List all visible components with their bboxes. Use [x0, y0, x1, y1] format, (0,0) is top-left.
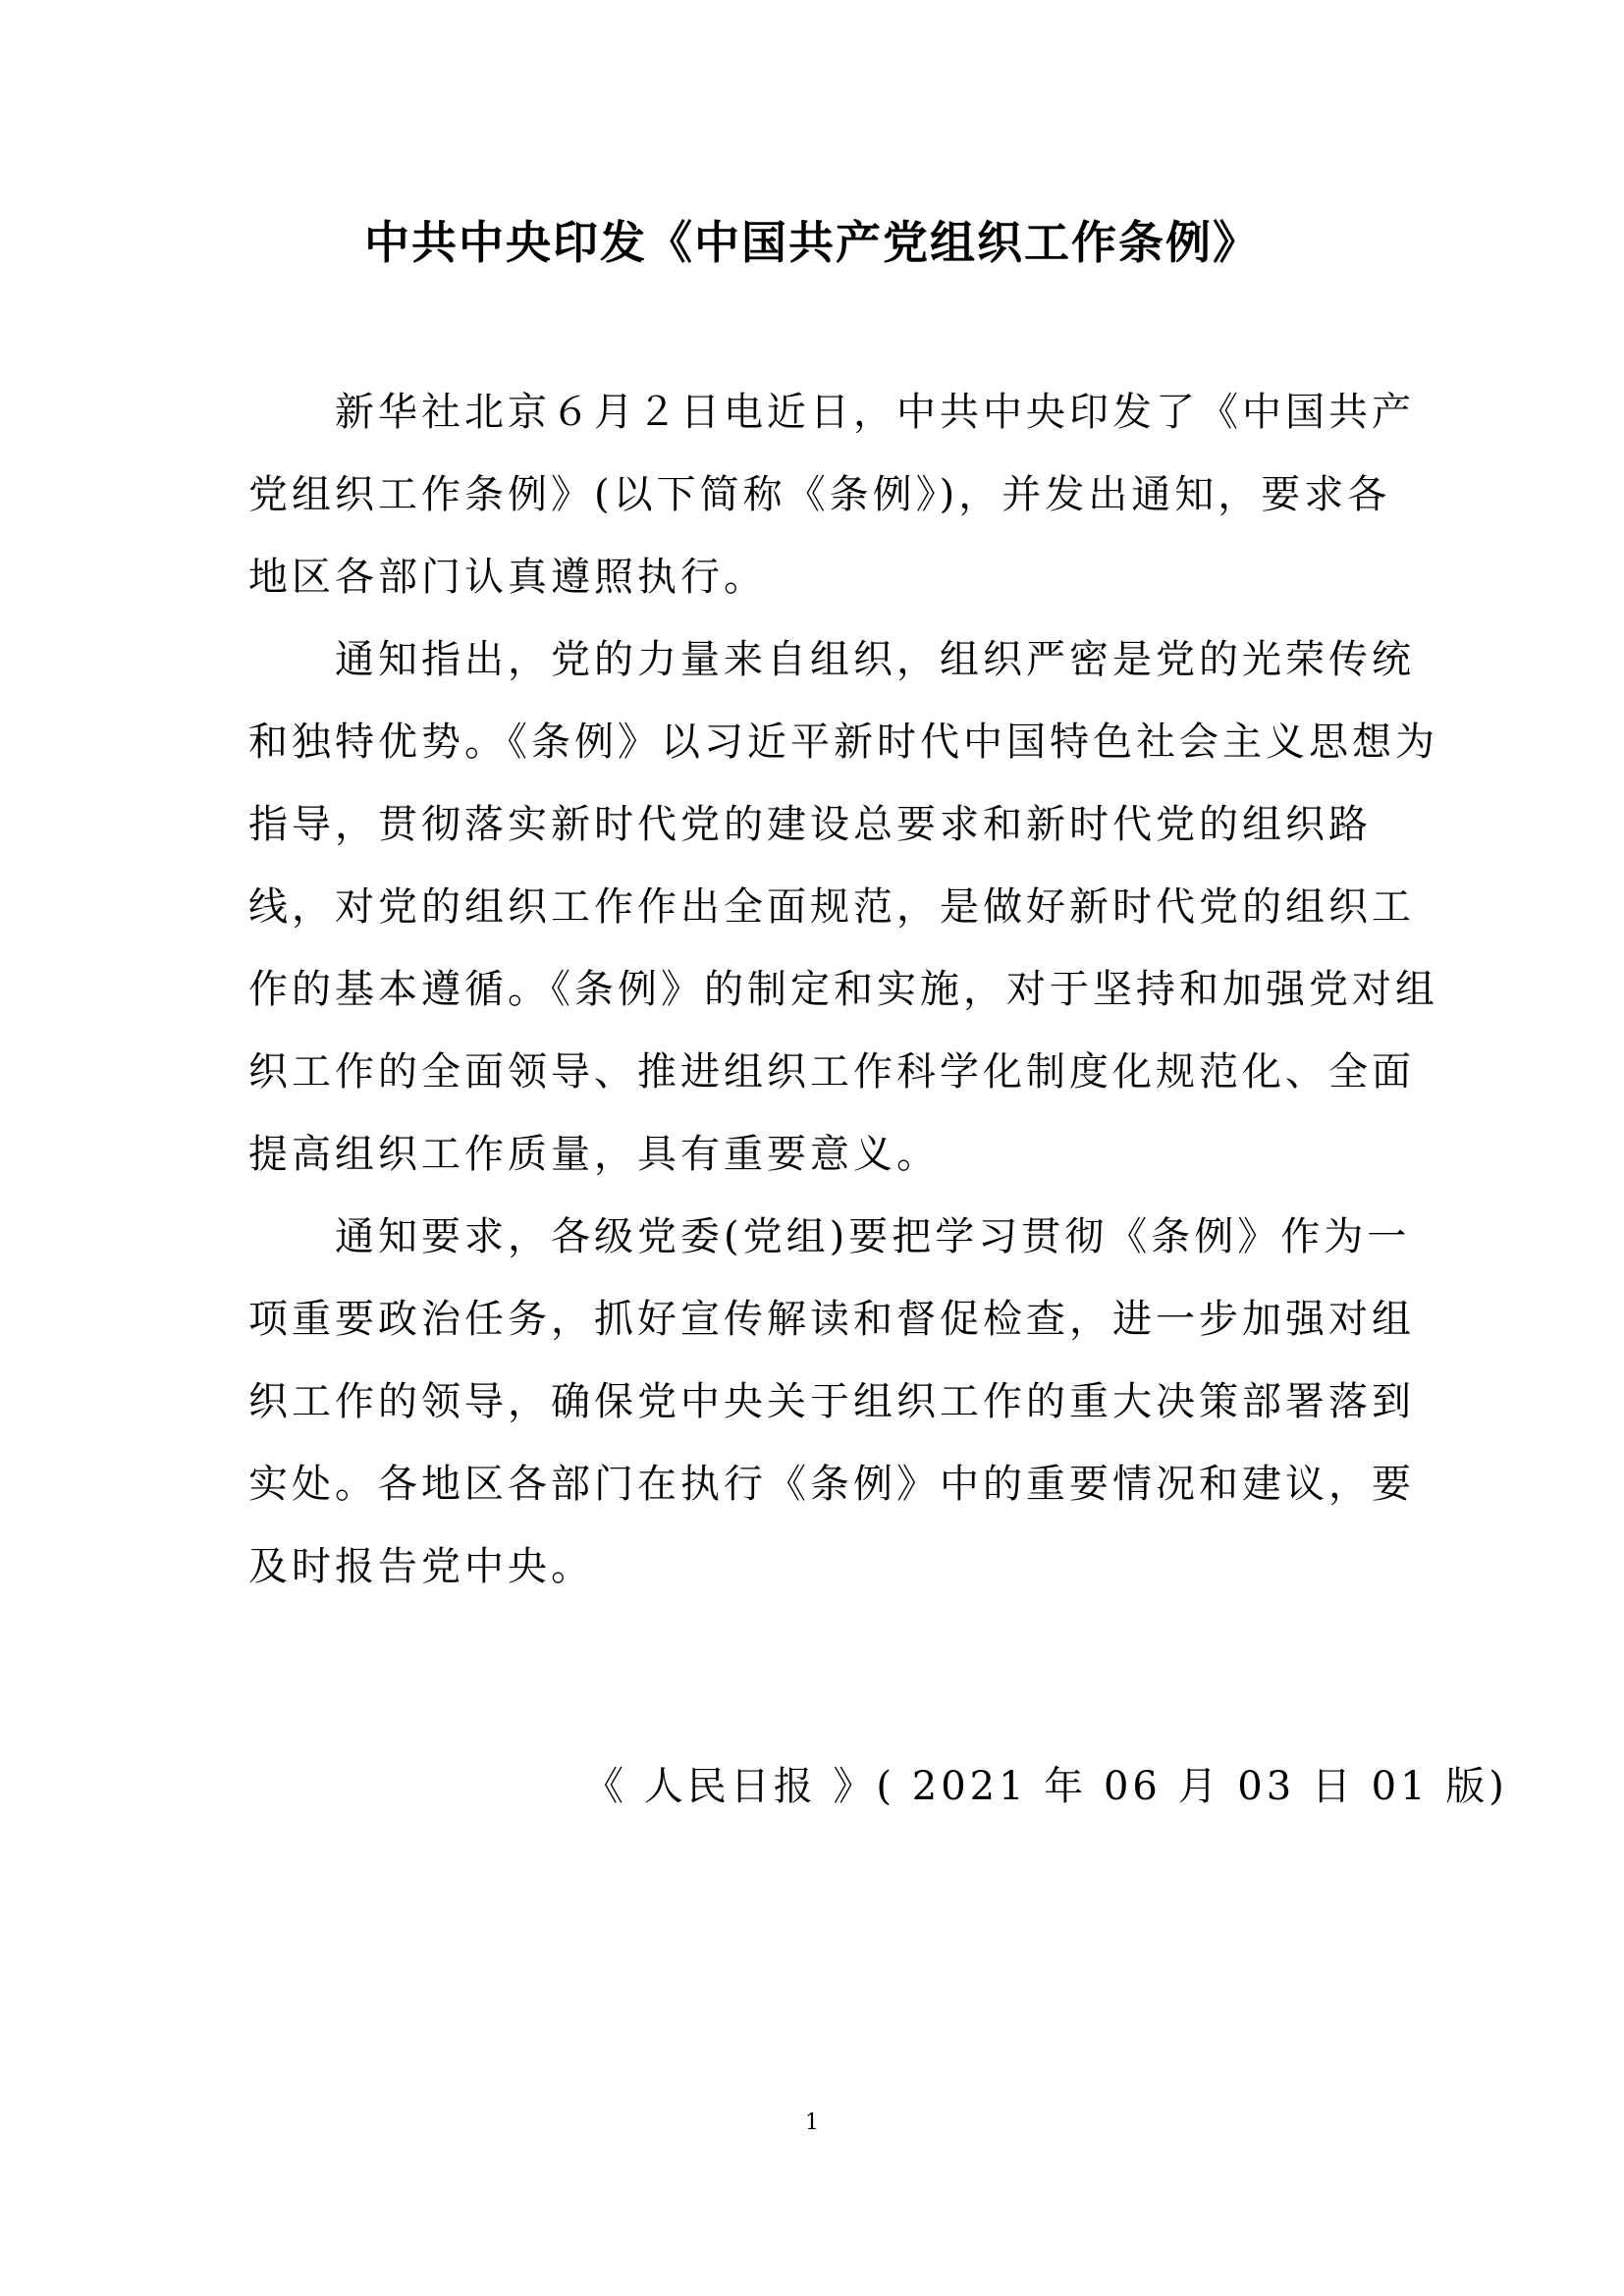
body-line: 通知指出，党的力量来自组织，组织严密是党的光荣传统 — [248, 637, 1415, 682]
body-line: 织工作的全面领导、推进组织工作科学化制度化规范化、全面 — [248, 1049, 1415, 1095]
body-line: 作的基本遵循。《条例》的制定和实施，对于坚持和加强党对组 — [248, 967, 1438, 1012]
body-line: 提高组织工作质量，具有重要意义。 — [248, 1132, 940, 1177]
page-number: 1 — [805, 2110, 819, 2135]
body-line: 指导，贯彻落实新时代党的建设总要求和新时代党的组织路 — [248, 802, 1372, 847]
body-line: 党组织工作条例》(以下简称《条例》)，并发出通知，要求各 — [248, 472, 1391, 517]
body-line: 新华社北京６月２日电近日，中共中央印发了《中国共产 — [248, 390, 1415, 435]
body-line: 和独特优势。《条例》以习近平新时代中国特色社会主义思想为 — [248, 720, 1438, 765]
body-line: 线，对党的组织工作作出全面规范，是做好新时代党的组织工 — [248, 884, 1415, 930]
body-line: 织工作的领导，确保党中央关于组织工作的重大决策部署落到 — [248, 1379, 1415, 1424]
source-citation: 《 人民日报 》( 2021 年 06 月 03 日 01 版) — [584, 1764, 1508, 1809]
body-line: 项重要政治任务，抓好宣传解读和督促检查，进一步加强对组 — [248, 1297, 1415, 1342]
body-line: 地区各部门认真遵照执行。 — [248, 555, 767, 600]
body-line: 及时报告党中央。 — [248, 1544, 594, 1589]
article-body — [248, 371, 1438, 1608]
body-line: 实处。各地区各部门在执行《条例》中的重要情况和建议，要 — [248, 1462, 1415, 1507]
document-title: 中共中央印发《中国共产党组织工作条例》 — [364, 216, 1260, 269]
body-line: 通知要求，各级党委(党组)要把学习贯彻《条例》作为一 — [248, 1214, 1411, 1259]
